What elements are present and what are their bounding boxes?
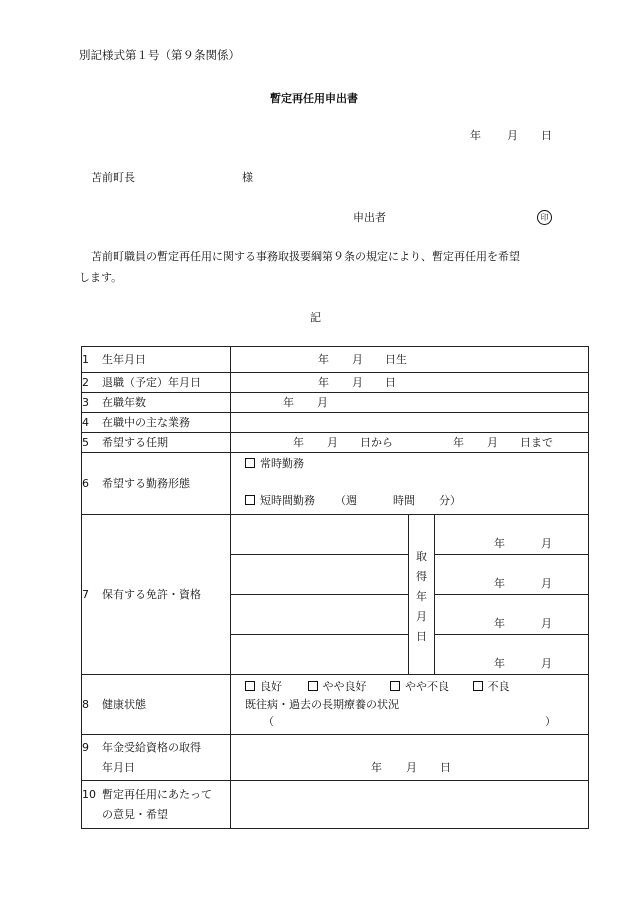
month-unit: 月	[352, 352, 363, 366]
health-option-good[interactable]	[245, 680, 282, 693]
row-label-2: 年月日	[102, 760, 135, 774]
month-unit: 月	[327, 435, 338, 449]
row-label: 年金受給資格の取得	[102, 740, 201, 754]
option-parttime[interactable]	[245, 494, 588, 508]
years-of-service-field[interactable]	[231, 393, 589, 413]
medical-history-field[interactable]	[245, 715, 588, 729]
checkbox-icon[interactable]	[245, 458, 255, 468]
paren-close: ）	[545, 715, 556, 729]
year-unit: 年	[283, 395, 294, 409]
row-label: 希望する勤務形態	[102, 476, 190, 490]
license-name-field-3[interactable]	[231, 595, 409, 635]
year-unit: 年	[494, 576, 505, 590]
health-option-poorish[interactable]	[390, 680, 449, 693]
year-unit: 年	[453, 435, 464, 449]
row-label: 退職（予定）年月日	[102, 375, 201, 389]
month-unit: 月	[541, 656, 552, 670]
checkbox-icon[interactable]	[308, 681, 318, 691]
seal-mark	[537, 210, 552, 225]
option-label: やや不良	[405, 680, 449, 693]
body-text-line2: します。	[79, 271, 123, 284]
row-work-style	[82, 453, 589, 515]
option-label: 短時間勤務	[260, 494, 315, 507]
year-unit: 年	[318, 375, 329, 389]
row-number: 3	[82, 395, 89, 409]
year-unit: 年	[293, 435, 304, 449]
row-number: 7	[82, 587, 89, 601]
row-years-of-service	[82, 393, 589, 413]
addressee: 苫前町長	[91, 171, 135, 184]
year-unit: 年	[494, 616, 505, 630]
option-fulltime[interactable]	[245, 457, 588, 471]
row-number: 4	[82, 415, 89, 429]
row-label: 保有する免許・資格	[102, 587, 201, 601]
row-birthdate	[82, 347, 589, 373]
hours-unit: 時間	[393, 494, 415, 507]
option-label: やや良好	[322, 680, 367, 693]
row-label: 在職中の主な業務	[102, 415, 190, 429]
form-reference: 別記様式第１号（第９条関係）	[79, 48, 240, 62]
checkbox-icon[interactable]	[390, 681, 400, 691]
health-options	[245, 680, 588, 694]
acq-char: 得	[416, 570, 427, 583]
row-number: 6	[82, 476, 89, 490]
checkbox-icon[interactable]	[245, 681, 255, 691]
work-style-field	[231, 453, 589, 515]
application-form-table	[81, 346, 589, 829]
month-unit: 月	[406, 760, 417, 774]
birthdate-field[interactable]	[231, 347, 589, 373]
row-label: 生年月日	[102, 352, 146, 366]
option-label: 良好	[260, 680, 282, 693]
acq-char: 年	[416, 590, 427, 603]
row-opinion	[82, 781, 589, 829]
year-unit: 年	[371, 760, 382, 774]
week-text: （週	[335, 494, 357, 507]
acquisition-date-label	[409, 515, 435, 675]
day-unit: 日	[440, 760, 451, 774]
month-unit: 月	[541, 616, 552, 630]
acq-char: 月	[416, 610, 427, 623]
opinion-field[interactable]	[231, 781, 589, 829]
main-duties-field[interactable]	[231, 413, 589, 433]
row-label: 暫定再任用にあたって	[102, 787, 212, 801]
row-health	[82, 675, 589, 735]
retirement-date-field[interactable]	[231, 373, 589, 393]
health-field	[231, 675, 589, 735]
seal-icon: 印	[537, 210, 552, 225]
document-title: 暫定再任用申出書	[270, 92, 358, 105]
checkbox-icon[interactable]	[473, 681, 483, 691]
license-name-field-1[interactable]	[231, 515, 409, 555]
row-number: 1	[82, 352, 89, 366]
year-unit: 年	[318, 352, 329, 366]
paren-open: （	[263, 715, 274, 729]
applicant-label: 申出者	[353, 211, 386, 224]
row-label: 健康状態	[102, 697, 146, 711]
row-label: 在職年数	[102, 395, 146, 409]
minutes-unit: 分）	[439, 494, 461, 507]
year-unit: 年	[494, 536, 505, 550]
date-day: 日	[541, 129, 552, 142]
health-option-poor[interactable]	[473, 680, 510, 693]
row-number: 2	[82, 375, 89, 389]
health-option-fair[interactable]	[308, 680, 367, 693]
month-unit: 月	[541, 536, 552, 550]
checkbox-icon[interactable]	[245, 495, 255, 505]
row-number: 9	[82, 740, 89, 754]
row-number: 10	[82, 787, 96, 801]
pension-date-field[interactable]	[231, 735, 589, 781]
day-unit: 日生	[385, 352, 407, 366]
date-month: 月	[507, 129, 518, 142]
acq-char: 取	[416, 550, 427, 563]
license-date-field-1[interactable]	[435, 515, 589, 555]
license-name-field-2[interactable]	[231, 555, 409, 595]
row-main-duties	[82, 413, 589, 433]
row-retirement-date	[82, 373, 589, 393]
month-unit: 月	[541, 576, 552, 590]
row-label-2: の意見・希望	[102, 807, 168, 821]
honorific: 様	[242, 171, 253, 184]
month-unit: 月	[352, 375, 363, 389]
row-desired-term	[82, 433, 589, 453]
acq-char: 日	[416, 630, 427, 643]
row-label: 希望する任期	[102, 435, 168, 449]
license-date-field-4[interactable]	[435, 635, 589, 675]
license-date-field-2[interactable]	[435, 555, 589, 595]
row-pension	[82, 735, 589, 781]
row-number: 8	[82, 697, 89, 711]
month-unit: 月	[487, 435, 498, 449]
row-number: 5	[82, 435, 89, 449]
body-text-line1: 苫前町職員の暫定再任用に関する事務取扱要綱第９条の規定により、暫定再任用を希望	[91, 250, 520, 263]
option-label: 常時勤務	[260, 457, 304, 470]
ki-mark: 記	[310, 311, 321, 324]
from-text: 日から	[360, 435, 393, 449]
year-unit: 年	[494, 656, 505, 670]
until-text: 日まで	[520, 435, 553, 449]
medical-history-label: 既往病・過去の長期療養の状況	[245, 698, 399, 711]
license-name-field-4[interactable]	[231, 635, 409, 675]
date-year: 年	[470, 129, 481, 142]
option-label: 不良	[487, 680, 510, 693]
month-unit: 月	[317, 395, 328, 409]
row-licenses	[82, 515, 589, 555]
license-date-field-3[interactable]	[435, 595, 589, 635]
desired-term-field[interactable]	[231, 433, 589, 453]
day-unit: 日	[385, 375, 396, 389]
